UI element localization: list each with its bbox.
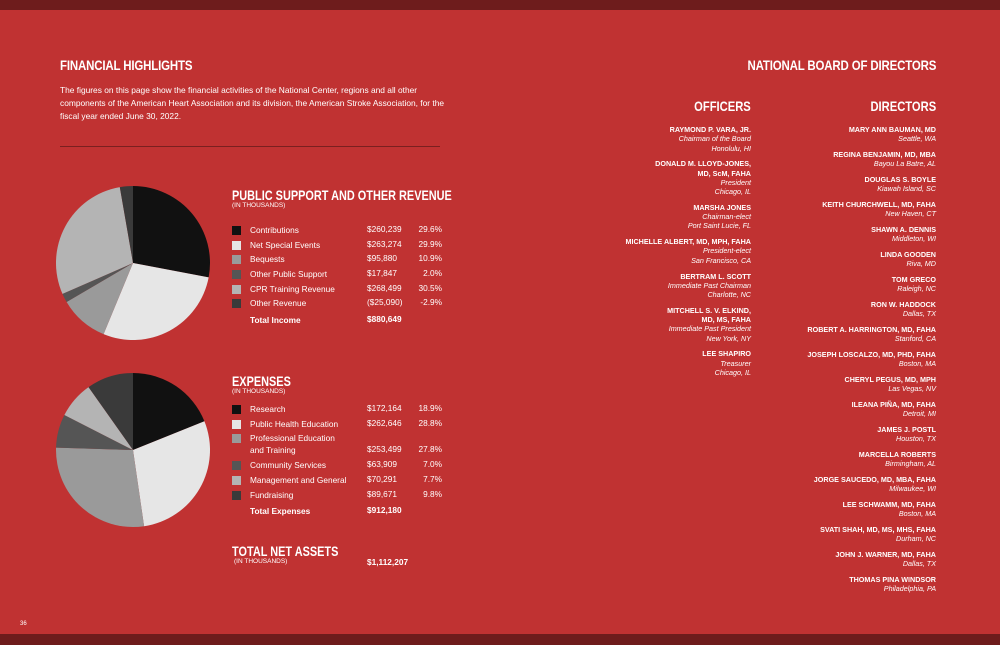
director-entry <box>849 575 936 594</box>
person-detail: Houston, TX <box>896 434 936 444</box>
person-name: SVATI SHAH, MD, MS, MHS, FAHA <box>820 525 936 534</box>
director-entry <box>871 300 936 319</box>
person-detail: Immediate Past President <box>668 324 751 334</box>
person-name: DONALD M. LLOYD-JONES, <box>655 159 751 169</box>
row-percent: 29.9% <box>418 238 442 249</box>
person-detail: Dallas, TX <box>902 559 936 569</box>
person-detail: Durham, NC <box>896 534 936 544</box>
director-entry <box>822 200 936 219</box>
row-value: $262,646 <box>367 417 402 428</box>
director-entry <box>820 525 936 544</box>
person-name: BERTRAM L. SCOTT <box>680 271 751 281</box>
row-percent: 29.6% <box>418 224 442 234</box>
row-percent: 9.8% <box>423 488 442 499</box>
director-entry <box>814 475 936 494</box>
legend-swatch <box>232 405 241 414</box>
legend-swatch <box>232 299 241 308</box>
expenses-row <box>232 474 447 489</box>
person-detail: Boston, MA <box>898 509 936 519</box>
legend-swatch <box>232 461 241 470</box>
row-label: Contributions <box>250 225 299 235</box>
person-detail: Honolulu, HI <box>711 143 751 153</box>
director-entry <box>833 150 936 169</box>
officer-entry <box>655 159 751 196</box>
row-percent: -2.9% <box>420 297 442 308</box>
director-entry <box>807 350 936 369</box>
legend-swatch <box>232 270 241 279</box>
officer-entry <box>668 272 751 300</box>
person-detail: Kiawah Island, SC <box>877 184 936 194</box>
person-name: REGINA BENJAMIN, MD, MBA <box>833 150 936 159</box>
row-percent: 10.9% <box>418 253 442 264</box>
total-label: Total Expenses <box>250 506 311 517</box>
expenses-total-row <box>232 505 447 520</box>
person-name: ROBERT A. HARRINGTON, MD, FAHA <box>807 325 936 334</box>
person-detail: Bayou La Batre, AL <box>873 159 936 169</box>
row-value: $89,671 <box>367 488 397 499</box>
net-assets-title: TOTAL NET ASSETS <box>232 543 339 559</box>
person-name: DOUGLAS S. BOYLE <box>864 175 936 184</box>
net-assets-subtitle: (IN THOUSANDS) <box>234 558 288 565</box>
person-detail: Port Saint Lucie, FL <box>687 221 751 231</box>
pie-slice-professional-education-and-training <box>56 448 144 527</box>
row-label: Net Special Events <box>250 239 321 250</box>
person-name: THOMAS PINA WINDSOR <box>849 575 936 584</box>
person-detail: Stanford, CA <box>894 334 936 344</box>
person-name: LINDA GOODEN <box>880 250 936 259</box>
person-detail: Charlotte, NC <box>707 290 751 300</box>
person-name: MARSHA JONES <box>693 202 751 212</box>
row-value: ($25,090) <box>367 297 403 308</box>
person-name: JOHN J. WARNER, MD, FAHA <box>835 550 936 559</box>
revenue-total-row <box>232 314 447 329</box>
person-name: LEE SCHWAMM, MD, FAHA <box>842 500 936 509</box>
officer-entry <box>667 306 751 343</box>
revenue-title: PUBLIC SUPPORT AND OTHER REVENUE <box>232 187 452 203</box>
person-detail: Chicago, IL <box>714 187 751 197</box>
row-value: $260,239 <box>367 224 402 234</box>
divider <box>60 146 440 147</box>
person-detail: Middleton, WI <box>892 234 936 244</box>
row-label: Other Public Support <box>250 269 328 280</box>
person-name: LEE SHAPIRO <box>702 349 751 359</box>
expenses-row <box>232 489 447 504</box>
person-detail: Birmingham, AL <box>885 459 936 469</box>
director-entry <box>859 450 936 469</box>
director-entry <box>835 550 936 569</box>
row-value: $17,847 <box>367 268 397 279</box>
row-label: Management and General <box>250 475 347 486</box>
row-label: Fundraising <box>250 489 294 500</box>
person-detail: Treasurer <box>720 358 751 368</box>
expenses-row <box>232 403 447 418</box>
person-detail: Las Vegas, NV <box>888 384 936 394</box>
row-value: $172,164 <box>367 403 402 413</box>
person-name: CHERYL PEGUS, MD, MPH <box>844 375 936 384</box>
legend-swatch <box>232 434 241 443</box>
person-detail: Immediate Past Chairman <box>667 280 751 290</box>
person-detail: San Francisco, CA <box>691 255 751 265</box>
revenue-row <box>232 224 447 239</box>
legend-swatch <box>232 226 241 235</box>
row-label-2: and Training <box>250 445 296 456</box>
person-name: SHAWN A. DENNIS <box>871 225 936 234</box>
row-label: Community Services <box>250 460 327 471</box>
legend-swatch <box>232 255 241 264</box>
person-detail: New York, NY <box>706 333 751 343</box>
person-name: JOSEPH LOSCALZO, MD, PHD, FAHA <box>807 350 936 359</box>
person-detail: New Haven, CT <box>885 209 936 219</box>
director-entry <box>852 400 936 419</box>
person-detail: President-elect <box>703 246 751 256</box>
legend-swatch <box>232 285 241 294</box>
page-number: 36 <box>20 621 27 627</box>
person-detail: Dallas, TX <box>902 309 936 319</box>
directors-heading: DIRECTORS <box>870 98 936 114</box>
row-percent: 28.8% <box>418 417 442 428</box>
revenue-row <box>232 283 447 298</box>
person-name: MICHELLE ALBERT, MD, MPH, FAHA <box>625 237 751 247</box>
person-name: ILEANA PIÑA, MD, FAHA <box>851 400 936 409</box>
expenses-subtitle: (IN THOUSANDS) <box>232 388 286 395</box>
row-percent: 7.7% <box>423 474 442 485</box>
revenue-subtitle: (IN THOUSANDS) <box>232 202 286 209</box>
row-percent: 27.8% <box>418 444 442 455</box>
row-value: $70,291 <box>367 474 397 485</box>
row-value: $263,274 <box>367 238 402 249</box>
intro-paragraph: The figures on this page show the financial activities of the National Center, regions and all other components of the American Heart Association and its division, the American Stroke Association, for the fiscal year ended June 30, 2022. <box>60 85 445 121</box>
revenue-row <box>232 239 447 254</box>
expenses-title: EXPENSES <box>232 373 291 389</box>
revenue-pie-chart <box>53 183 213 343</box>
officer-entry <box>670 125 751 153</box>
pie-slice-contributions <box>133 186 210 277</box>
total-value: $912,180 <box>367 505 402 516</box>
bottom-band <box>0 634 1000 645</box>
person-name-2: MD, MS, FAHA <box>701 315 751 325</box>
expenses-row <box>232 418 447 433</box>
director-entry <box>849 125 936 144</box>
officer-entry <box>688 203 751 231</box>
director-entry <box>865 175 936 194</box>
revenue-table <box>232 224 447 329</box>
row-percent: 7.0% <box>423 459 442 470</box>
legend-swatch <box>232 241 241 250</box>
person-name: TOM GRECO <box>891 275 936 284</box>
person-detail: Detroit, MI <box>902 409 936 419</box>
director-entry <box>892 275 936 294</box>
row-value: $63,909 <box>367 459 397 470</box>
row-label: Research <box>250 404 286 414</box>
expenses-row <box>232 432 447 459</box>
row-value: $253,499 <box>367 444 402 455</box>
person-detail: Raleigh, NC <box>897 284 936 294</box>
person-detail: President <box>720 177 751 187</box>
expenses-pie-chart <box>53 370 213 530</box>
director-entry <box>871 225 936 244</box>
officer-entry <box>625 237 751 265</box>
director-entry <box>877 425 936 444</box>
total-value: $880,649 <box>367 314 402 325</box>
legend-swatch <box>232 476 241 485</box>
legend-swatch <box>232 420 241 429</box>
financial-highlights-title: FINANCIAL HIGHLIGHTS <box>60 57 193 73</box>
officers-heading: OFFICERS <box>694 98 751 114</box>
person-name: MARCELLA ROBERTS <box>858 450 936 459</box>
row-label: Public Health Education <box>250 418 339 429</box>
row-label: Other Revenue <box>250 298 307 309</box>
person-detail: Boston, MA <box>898 359 936 369</box>
row-percent: 18.9% <box>418 403 442 413</box>
row-label: Bequests <box>250 254 285 265</box>
net-assets-value: $1,112,207 <box>367 557 409 567</box>
person-detail: Chairman of the Board <box>678 134 751 144</box>
board-title: NATIONAL BOARD OF DIRECTORS <box>747 57 936 73</box>
person-detail: Philadelphia, PA <box>883 584 936 594</box>
top-band <box>0 0 1000 10</box>
expenses-table <box>232 403 447 520</box>
person-detail: Seattle, WA <box>898 134 936 144</box>
person-name: MITCHELL S. V. ELKIND, <box>667 305 751 315</box>
row-label: CPR Training Revenue <box>250 283 335 294</box>
person-detail: Milwaukee, WI <box>889 484 936 494</box>
legend-swatch <box>232 491 241 500</box>
person-detail: Chicago, IL <box>714 367 751 377</box>
revenue-row <box>232 268 447 283</box>
total-label: Total Income <box>250 315 301 326</box>
person-name: JAMES J. POSTL <box>877 425 936 434</box>
person-name: RAYMOND P. VARA, JR. <box>669 125 751 134</box>
revenue-row <box>232 253 447 268</box>
row-percent: 30.5% <box>418 282 442 293</box>
person-name: RON W. HADDOCK <box>870 300 936 309</box>
director-entry <box>845 375 936 394</box>
row-value: $95,880 <box>367 253 397 264</box>
person-name: MARY ANN BAUMAN, MD <box>848 125 936 134</box>
person-detail: Riva, MD <box>906 259 936 269</box>
expenses-row <box>232 459 447 474</box>
row-percent: 2.0% <box>423 268 442 279</box>
director-entry <box>843 500 936 519</box>
person-detail: Chairman-elect <box>702 212 751 222</box>
officer-entry <box>702 349 751 377</box>
row-label: Professional Education <box>250 433 335 444</box>
row-value: $268,499 <box>367 282 402 293</box>
person-name-2: MD, ScM, FAHA <box>697 168 751 178</box>
person-name: KEITH CHURCHWELL, MD, FAHA <box>822 200 936 209</box>
revenue-row <box>232 297 447 312</box>
director-entry <box>880 250 936 269</box>
director-entry <box>807 325 936 344</box>
person-name: JORGE SAUCEDO, MD, MBA, FAHA <box>813 475 936 484</box>
